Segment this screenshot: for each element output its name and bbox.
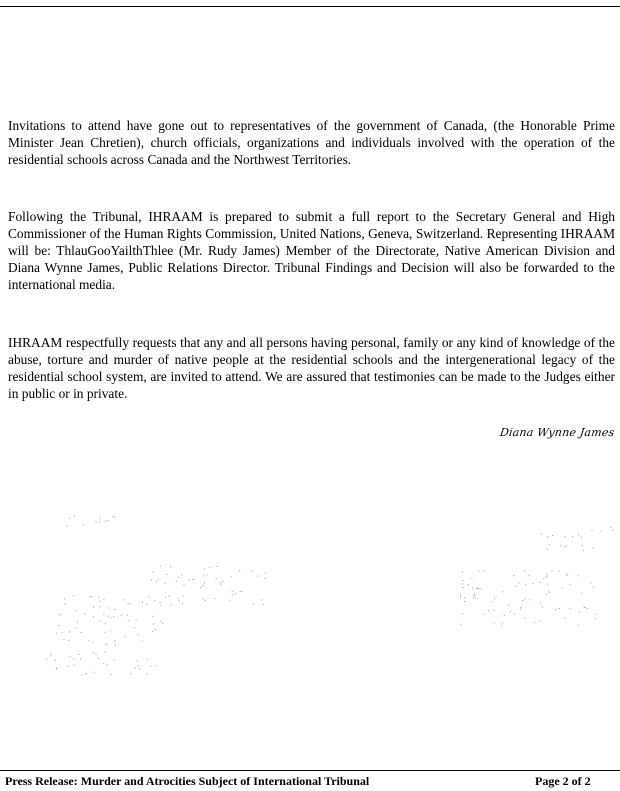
speckle — [504, 615, 505, 616]
speckle — [98, 597, 99, 598]
speckle — [502, 591, 503, 592]
speckle — [160, 566, 161, 567]
speckle — [136, 660, 137, 661]
speckle — [114, 609, 115, 610]
speckle — [460, 595, 461, 596]
speckle — [77, 621, 78, 622]
speckle — [583, 550, 584, 551]
speckle — [113, 616, 114, 617]
speckle — [200, 587, 201, 588]
speckle — [461, 624, 462, 625]
speckle — [70, 656, 71, 657]
speckle — [105, 632, 106, 633]
speckle — [547, 584, 548, 585]
speckle — [73, 665, 74, 666]
speckle — [521, 607, 522, 608]
speckle — [581, 537, 582, 538]
speckle — [524, 570, 525, 571]
speckle — [567, 575, 568, 576]
speckle — [55, 660, 56, 661]
speckle — [64, 598, 65, 599]
speckle — [114, 517, 115, 518]
speckle — [100, 606, 101, 607]
speckle — [134, 627, 135, 628]
speckle — [492, 601, 493, 602]
speckle — [460, 597, 461, 598]
speckle — [510, 611, 511, 612]
speckle — [99, 522, 100, 523]
speckle — [232, 595, 233, 596]
speckle — [131, 673, 132, 674]
speckle — [156, 582, 157, 583]
paragraph-report: Following the Tribunal, IHRAAM is prepared to submit a full report to the Secretary General and High Commissioner of the Human Rights Commission, United Nations, Geneva, Switzerland. Representing IHRAAM will be: ThlauGooYailthThlee (Mr. Rudy James) Member of the Directorate, Native American Division and Diana Wynne James, Public Relations Director. Tribunal Findings and Decision will also be forwarded to the international media. — [8, 209, 615, 292]
speckle — [50, 655, 51, 656]
speckle — [56, 668, 57, 669]
speckle — [111, 674, 112, 675]
speckle — [82, 674, 83, 675]
speckle — [85, 673, 86, 674]
speckle — [560, 545, 561, 546]
speckle — [552, 535, 553, 536]
speckle — [587, 608, 588, 609]
speckle — [89, 640, 90, 641]
speckle — [204, 569, 205, 570]
speckle — [138, 665, 139, 666]
speckle — [513, 575, 514, 576]
speckle — [235, 593, 236, 594]
paragraph-request: IHRAAM respectfully requests that any and all persons having personal, family or any kind of knowledge of the abuse, torture and murder of native people at the residential schools and the intergenerational legacy of the residential school system, are invited to attend. We are assured that testimonies can be made to the Judges either in public or in private. — [8, 335, 615, 401]
speckle — [146, 604, 147, 605]
speckle — [494, 599, 495, 600]
speckle — [478, 588, 479, 589]
speckle — [564, 546, 565, 547]
speckle — [593, 548, 594, 549]
speckle — [473, 595, 474, 596]
speckle — [204, 574, 205, 575]
speckle — [76, 610, 77, 611]
speckle — [147, 659, 148, 660]
speckle — [61, 614, 62, 615]
speckle — [96, 521, 97, 522]
speckle — [96, 654, 97, 655]
speckle — [488, 610, 489, 611]
speckle — [217, 566, 218, 567]
speckle — [464, 597, 465, 598]
speckle — [93, 616, 94, 617]
speckle — [502, 622, 503, 623]
speckle — [566, 545, 567, 546]
speckle — [107, 520, 108, 521]
speckle — [552, 570, 553, 571]
speckle — [127, 615, 128, 616]
speckle — [113, 660, 114, 661]
speckle — [231, 576, 232, 577]
speckle — [569, 584, 570, 585]
speckle — [170, 604, 171, 605]
speckle — [62, 632, 63, 633]
speckle — [105, 651, 106, 652]
speckle — [471, 578, 472, 579]
speckle — [462, 613, 463, 614]
speckle — [516, 586, 517, 587]
speckle — [189, 579, 190, 580]
speckle — [584, 607, 585, 608]
speckle — [138, 634, 139, 635]
speckle — [578, 534, 579, 535]
speckle — [56, 633, 57, 634]
footer-page-number: Page 2 of 2 — [535, 774, 591, 788]
speckle — [475, 597, 476, 598]
speckle — [83, 524, 84, 525]
speckle — [566, 574, 567, 575]
speckle — [494, 610, 495, 611]
speckle — [585, 607, 586, 608]
speckle — [590, 583, 591, 584]
speckle — [59, 614, 60, 615]
speckle — [525, 618, 526, 619]
footer-title: Press Release: Murder and Atrocities Subject of International Tribunal — [5, 774, 370, 788]
speckle — [265, 578, 266, 579]
speckle — [514, 614, 515, 615]
speckle — [547, 549, 548, 550]
speckle — [220, 583, 221, 584]
speckle — [154, 600, 155, 601]
speckle — [463, 580, 464, 581]
speckle — [136, 620, 137, 621]
speckle — [525, 584, 526, 585]
speckle — [69, 518, 70, 519]
speckle — [124, 599, 125, 600]
speckle — [99, 621, 100, 622]
speckle — [501, 625, 502, 626]
speckle — [161, 605, 162, 606]
speckle — [155, 629, 156, 630]
speckle — [595, 614, 596, 615]
speckle — [152, 631, 153, 632]
speckle — [569, 608, 570, 609]
speckle — [128, 620, 129, 621]
speckle — [476, 588, 477, 589]
speckle — [46, 659, 47, 660]
speckle — [592, 530, 593, 531]
speckle — [494, 622, 495, 623]
speckle — [578, 625, 579, 626]
speckle — [69, 631, 70, 632]
speckle — [121, 615, 122, 616]
speckle — [522, 600, 523, 601]
speckle — [149, 596, 150, 597]
speckle — [106, 645, 107, 646]
speckle — [565, 618, 566, 619]
speckle — [153, 571, 154, 572]
speckle — [105, 623, 106, 624]
speckle — [547, 576, 548, 577]
speckle — [519, 582, 520, 583]
speckle — [135, 668, 136, 669]
speckle — [184, 585, 185, 586]
speckle — [103, 599, 104, 600]
speckle — [105, 643, 106, 644]
speckle — [562, 588, 563, 589]
paragraph-invitations: Invitations to attend have gone out to representatives of the government of Canada, (the Honorable Prime Minister Jean Chretien), church officials, organizations and individuals involved with the operation of the residential schools across Canada and the Northwest Territories. — [8, 118, 615, 167]
speckle — [564, 536, 565, 537]
speckle — [540, 603, 541, 604]
speckle — [209, 567, 210, 568]
speckle — [64, 603, 65, 604]
top-rule — [0, 6, 620, 7]
speckle — [540, 582, 541, 583]
speckle — [107, 664, 108, 665]
speckle — [79, 654, 80, 655]
speckle — [520, 609, 521, 610]
speckle — [74, 516, 75, 517]
speckle — [205, 600, 206, 601]
speckle — [85, 613, 86, 614]
speckle — [58, 625, 59, 626]
speckle — [464, 601, 465, 602]
speckle — [64, 639, 65, 640]
speckle — [80, 658, 81, 659]
speckle — [153, 616, 154, 617]
speckle — [73, 659, 74, 660]
speckle — [462, 571, 463, 572]
speckle — [496, 596, 497, 597]
speckle — [546, 594, 547, 595]
speckle — [93, 652, 94, 653]
speckle — [99, 601, 100, 602]
speckle — [261, 599, 262, 600]
speckle — [240, 591, 241, 592]
speckle — [150, 666, 151, 667]
speckle — [548, 590, 549, 591]
speckle — [160, 602, 161, 603]
speckle — [529, 575, 530, 576]
speckle — [534, 622, 535, 623]
speckle — [533, 583, 534, 584]
speckle — [110, 617, 111, 618]
speckle — [153, 623, 154, 624]
speckle — [477, 588, 478, 589]
speckle — [222, 581, 223, 582]
speckle — [559, 608, 560, 609]
speckle — [155, 665, 156, 666]
speckle — [253, 604, 254, 605]
speckle — [481, 588, 482, 589]
speckle — [524, 598, 525, 599]
speckle — [192, 579, 193, 580]
speckle — [139, 669, 140, 670]
speckle — [207, 574, 208, 575]
speckle — [581, 593, 582, 594]
speckle — [68, 666, 69, 667]
speckle — [182, 575, 183, 576]
speckle — [130, 603, 131, 604]
speckle — [549, 544, 550, 545]
speckle — [108, 608, 109, 609]
speckle — [462, 584, 463, 585]
speckle — [110, 630, 111, 631]
speckle — [146, 674, 147, 675]
speckle — [215, 598, 216, 599]
speckle — [142, 641, 143, 642]
scan-speckles — [0, 500, 620, 690]
speckle — [251, 571, 252, 572]
speckle — [182, 596, 183, 597]
speckle — [151, 579, 152, 580]
speckle — [559, 571, 560, 572]
speckle — [265, 573, 266, 574]
speckle — [541, 534, 542, 535]
speckle — [165, 583, 166, 584]
speckle — [165, 597, 166, 598]
speckle — [142, 602, 143, 603]
speckle — [263, 604, 264, 605]
speckle — [221, 584, 222, 585]
speckle — [182, 603, 183, 604]
speckle — [68, 640, 69, 641]
speckle — [66, 526, 67, 527]
speckle — [530, 599, 531, 600]
speckle — [549, 592, 550, 593]
speckle — [103, 614, 104, 615]
speckle — [473, 597, 474, 598]
speckle — [613, 530, 614, 531]
speckle — [108, 616, 109, 617]
signature: Diana Wynne James — [498, 426, 615, 439]
speckle — [475, 595, 476, 596]
speckle — [125, 637, 126, 638]
speckle — [479, 571, 480, 572]
speckle — [179, 600, 180, 601]
speckle — [483, 570, 484, 571]
speckle — [203, 599, 204, 600]
speckle — [239, 570, 240, 571]
speckle — [73, 595, 74, 596]
speckle — [113, 516, 114, 517]
speckle — [546, 577, 547, 578]
speckle — [128, 603, 129, 604]
bottom-rule — [0, 770, 620, 771]
speckle — [610, 527, 611, 528]
speckle — [229, 600, 230, 601]
speckle — [582, 545, 583, 546]
speckle — [473, 589, 474, 590]
speckle — [158, 579, 159, 580]
speckle — [572, 536, 573, 537]
speckle — [115, 645, 116, 646]
speckle — [203, 585, 204, 586]
speckle — [166, 574, 167, 575]
speckle — [542, 606, 543, 607]
speckle — [578, 575, 579, 576]
speckle — [114, 640, 115, 641]
speckle — [81, 632, 82, 633]
speckle — [540, 620, 541, 621]
speckle — [90, 596, 91, 597]
speckle — [232, 591, 233, 592]
speckle — [50, 654, 51, 655]
speckle — [103, 663, 104, 664]
speckle — [178, 577, 179, 578]
speckle — [178, 598, 179, 599]
speckle — [508, 605, 509, 606]
speckle — [547, 536, 548, 537]
speckle — [176, 581, 177, 582]
speckle — [593, 587, 594, 588]
speckle — [105, 521, 106, 522]
speckle — [100, 518, 101, 519]
speckle — [216, 578, 217, 579]
speckle — [94, 672, 95, 673]
speckle — [468, 584, 469, 585]
speckle — [595, 618, 596, 619]
speckle — [543, 578, 544, 579]
speckle — [472, 587, 473, 588]
speckle — [258, 576, 259, 577]
speckle — [204, 583, 205, 584]
speckle — [162, 623, 163, 624]
speckle — [75, 628, 76, 629]
speckle — [484, 614, 485, 615]
speckle — [168, 596, 169, 597]
speckle — [91, 596, 92, 597]
speckle — [92, 642, 93, 643]
speckle — [161, 621, 162, 622]
speckle — [170, 567, 171, 568]
speckle — [555, 609, 556, 610]
speckle — [241, 591, 242, 592]
speckle — [601, 531, 602, 532]
speckle — [93, 607, 94, 608]
speckle — [546, 574, 547, 575]
speckle — [98, 658, 99, 659]
speckle — [463, 587, 464, 588]
speckle — [474, 593, 475, 594]
speckle — [579, 611, 580, 612]
